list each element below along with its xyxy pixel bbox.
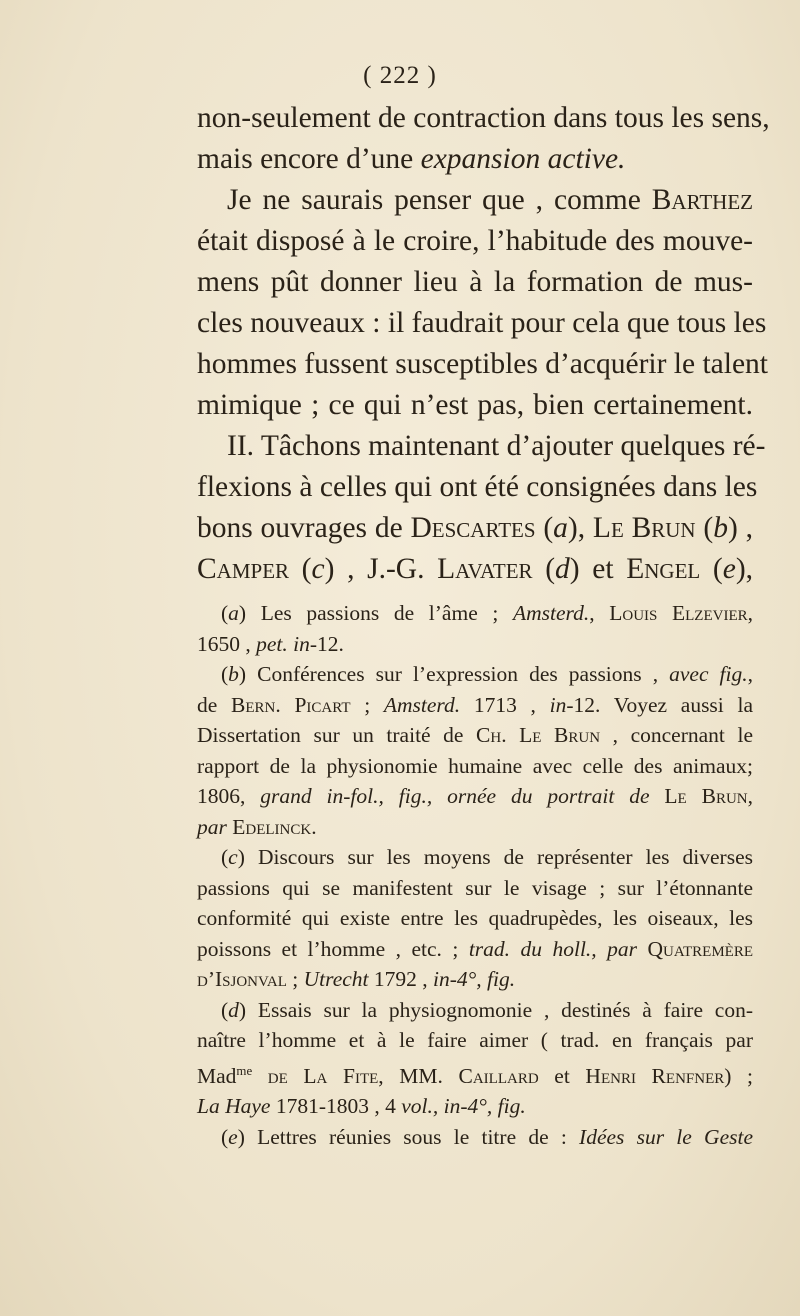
text-run: expansion active. xyxy=(420,143,626,175)
page-number: ( 222 ) xyxy=(363,62,437,89)
text-run: flexions à celles qui ont été consignées dans les xyxy=(197,471,758,503)
text-run: Le Brun xyxy=(592,512,696,544)
text-run: ) , xyxy=(727,512,753,544)
text-run: ( xyxy=(221,997,229,1022)
text-run: c xyxy=(228,845,238,869)
footnote-line xyxy=(197,1025,753,1056)
text-line xyxy=(197,98,770,139)
text-run: Edelinck xyxy=(232,814,312,839)
text-line xyxy=(197,549,753,590)
text-run: . xyxy=(311,814,317,839)
text-run: 1650 , xyxy=(197,631,257,656)
text-run: ), xyxy=(567,512,593,544)
text-run: , xyxy=(747,784,753,808)
footnote-line xyxy=(197,964,753,995)
text-run: Idées sur le Geste xyxy=(579,1124,753,1149)
text-run: ( xyxy=(221,662,229,686)
text-run: 1713 , xyxy=(460,692,550,717)
text-line xyxy=(197,139,753,180)
text-run: ) Essais sur la physiognomonie , destinés à faire con- xyxy=(238,997,753,1022)
footnote-line xyxy=(197,690,753,721)
text-line xyxy=(197,508,753,549)
text-run: mimique ; ce qui n’est pas, bien certainement. xyxy=(197,389,753,421)
footnote-line xyxy=(197,903,753,934)
footnote-line xyxy=(197,873,753,904)
text-run: et xyxy=(538,1063,586,1088)
footnote-line xyxy=(197,659,753,690)
footnote-line xyxy=(197,1091,753,1122)
footnote-line xyxy=(197,781,753,812)
text-run: Quatremère xyxy=(647,936,753,961)
text-run: a xyxy=(553,512,568,544)
text-line xyxy=(197,221,753,262)
text-run: Amsterd. xyxy=(512,601,590,625)
text-run: 1792 , xyxy=(368,967,434,991)
text-run: trad. du holl., par xyxy=(468,936,637,961)
text-run: de La Fite xyxy=(267,1063,379,1088)
footnote-line xyxy=(197,598,753,629)
text-run: ( xyxy=(289,553,312,585)
text-run: e xyxy=(722,553,736,585)
text-run: me xyxy=(236,1063,253,1078)
text-run: ) ; xyxy=(724,1063,753,1088)
text-run: non-seulement de contraction dans tous les sens, xyxy=(197,102,770,134)
text-run: par xyxy=(197,814,227,839)
text-run: Mad xyxy=(197,1063,237,1088)
footnote-line xyxy=(197,842,753,873)
text-run: ( xyxy=(221,1124,229,1149)
text-run: Louis Elzevier xyxy=(609,601,748,625)
text-run: c xyxy=(311,553,325,585)
text-run: d’Isjonval xyxy=(197,967,287,991)
text-run: ( xyxy=(535,512,554,544)
text-run: Amsterd. xyxy=(383,692,461,717)
text-run: , xyxy=(589,601,610,625)
text-run: naître l’homme et à le faire aimer ( trad. en français par xyxy=(197,1028,753,1052)
text-run: Utrecht xyxy=(303,967,369,991)
text-run: ), xyxy=(735,553,754,585)
text-run: cles nouveaux : il faudrait pour cela que tous les xyxy=(197,307,767,339)
text-run: 12. xyxy=(317,631,344,656)
text-run: , MM. xyxy=(378,1063,459,1088)
text-run: Henri Renfner xyxy=(585,1063,725,1088)
text-run: mais encore d’une xyxy=(197,143,421,175)
footnote-line xyxy=(197,1122,753,1153)
text-run: Dissertation sur un traité de xyxy=(197,723,477,747)
text-run: vol., in-4°, fig. xyxy=(401,1094,526,1119)
text-run: in- xyxy=(549,692,574,717)
text-run: pet. in- xyxy=(256,631,318,656)
text-run: 1806, xyxy=(197,784,261,808)
footnote-line xyxy=(197,720,753,751)
text-run: avec fig. xyxy=(669,662,748,686)
text-run: ; xyxy=(350,692,384,717)
text-run: 1781-1803 , 4 xyxy=(270,1094,402,1119)
text-run: II. Tâchons maintenant d’ajouter quelques ré- xyxy=(227,430,766,462)
text-line xyxy=(197,180,753,221)
text-run: ( xyxy=(532,553,556,585)
text-run: , xyxy=(747,601,754,625)
text-run: Descartes xyxy=(410,512,536,544)
text-run: Bern. Picart xyxy=(231,692,351,717)
text-run: bons ouvrages de xyxy=(197,512,411,544)
text-run: Lavater xyxy=(437,553,533,585)
text-run: Caillard xyxy=(458,1063,539,1088)
text-run: 12. Voyez aussi la xyxy=(573,692,753,717)
main-text xyxy=(197,98,770,590)
text-line xyxy=(197,262,753,303)
text-run: , concernant le xyxy=(600,723,753,747)
text-run: hommes fussent susceptibles d’acquérir le talent xyxy=(197,348,768,380)
text-run: ) Discours sur les moyens de représenter les diverses xyxy=(237,845,753,869)
text-line xyxy=(197,426,766,467)
text-run: Barthez xyxy=(651,184,753,216)
text-run: in-4°, fig. xyxy=(433,967,516,991)
text-run: ) et xyxy=(569,553,627,585)
text-run: ) Les passions de l’âme ; xyxy=(238,601,513,625)
text-run xyxy=(252,1064,268,1088)
text-line xyxy=(197,344,768,385)
text-run: de xyxy=(197,692,232,717)
text-run: ) Lettres réunies sous le titre de : xyxy=(237,1124,580,1149)
footnote-line xyxy=(197,934,753,965)
text-run: Engel xyxy=(626,553,701,585)
text-run: ( xyxy=(700,553,723,585)
text-run: était disposé à le croire, l’habitude des mouve- xyxy=(197,225,753,257)
footnote-line xyxy=(197,751,753,782)
text-run: ) Conférences sur l’expression des passions , xyxy=(238,662,670,686)
text-run: ( xyxy=(221,845,229,869)
footnote-line xyxy=(197,995,753,1026)
text-line xyxy=(197,303,767,344)
text-line xyxy=(197,385,753,426)
text-run: d xyxy=(555,553,570,585)
text-run: b xyxy=(228,662,239,686)
text-run: ) , J.-G. xyxy=(324,553,438,585)
text-run: d xyxy=(228,997,239,1022)
text-run: rapport de la physionomie humaine avec celle des animaux; xyxy=(197,753,753,778)
text-run: a xyxy=(228,601,239,625)
text-run: mens pût donner lieu à la formation de mus- xyxy=(197,266,753,298)
footnotes xyxy=(197,598,753,1152)
text-run: Ch. Le Brun xyxy=(476,723,601,747)
text-run: Le Brun xyxy=(664,784,748,808)
text-run: , xyxy=(747,662,753,686)
text-run: poissons et l’homme , etc. ; xyxy=(197,936,469,961)
text-run: passions qui se manifestent sur le visage ; sur l’étonnante xyxy=(197,875,753,900)
text-run: e xyxy=(228,1124,238,1149)
text-run: La Haye xyxy=(197,1094,271,1119)
text-run: Je ne saurais penser que , comme xyxy=(227,184,652,216)
text-line xyxy=(197,467,758,508)
text-run xyxy=(637,937,647,961)
footnote-line xyxy=(197,1056,753,1092)
text-run: conformité qui existe entre les quadrupèdes, les oiseaux, les xyxy=(197,906,753,930)
text-run: Camper xyxy=(197,553,290,585)
footnote-line xyxy=(197,629,753,660)
text-run: grand in-fol., fig., ornée du portrait de xyxy=(260,784,665,808)
footnote-line xyxy=(197,812,753,843)
text-run: ( xyxy=(695,512,714,544)
text-run: ( xyxy=(221,601,229,625)
text-run: ; xyxy=(286,967,304,991)
text-run: b xyxy=(713,512,728,544)
